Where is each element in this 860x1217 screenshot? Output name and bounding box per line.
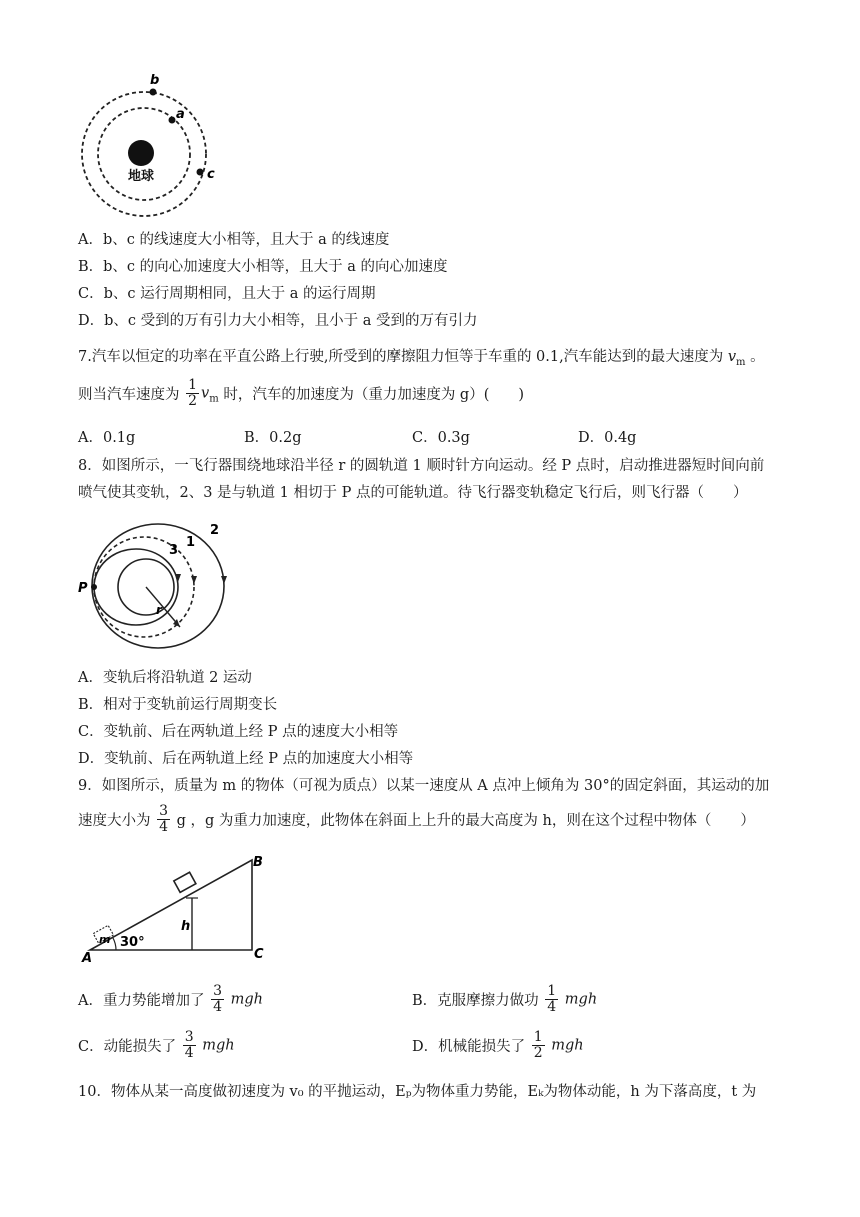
q9-opt-d-frac [532, 1030, 545, 1061]
q7-stem-line2 [78, 378, 524, 409]
q7-option-c: C．0.3g [412, 430, 470, 446]
orbit-2 [92, 524, 224, 648]
point-P [91, 584, 97, 590]
q9-opt-b-post: mgh [560, 991, 598, 1008]
label-A: A [82, 951, 93, 964]
satellite-a [169, 117, 176, 124]
incline-figure [80, 852, 270, 964]
orbit-transfer-figure [76, 512, 246, 657]
q8-stem-line1: 8．如图所示，一飞行器围绕地球沿半径 r 的圆轨道 1 顺时针方向运动。经 P 点时，启动推进器短时间向前 [78, 458, 765, 474]
q8-option-a: A．变轨后将沿轨道 2 运动 [78, 670, 252, 686]
q7-vm-2: v [201, 385, 210, 402]
q9-option-c [78, 1030, 235, 1061]
q9-opt-a-post: mgh [226, 991, 263, 1008]
q9-opt-c-post: mgh [197, 1037, 235, 1054]
q7-fraction [186, 378, 199, 409]
q8-option-b: B．相对于变轨前运行周期变长 [78, 697, 278, 713]
q9-fraction [157, 804, 170, 835]
q9-stem-line1: 9．如图所示，质量为 m 的物体（可视为质点）以某一速度从 A 点冲上倾角为 30°的固定斜面，其运动的加 [78, 778, 770, 794]
q8-stem-line2: 喷气使其变轨，2、3 是与轨道 1 相切于 P 点的可能轨道。待飞行器变轨稳定飞行后，则飞行器（ ） [78, 485, 748, 501]
q7-vm-sub: m [736, 356, 746, 368]
q9-opt-c-pre: C．动能损失了 [78, 1039, 181, 1055]
q6-option-d: D．b、c 受到的万有引力大小相等，且小于 a 受到的万有引力 [78, 313, 478, 329]
radius-line [146, 587, 180, 627]
q6-option-b: B．b、c 的向心加速度大小相等，且大于 a 的向心加速度 [78, 259, 448, 275]
label-angle: 30° [120, 935, 145, 950]
q9-line2-post: g ，g 为重力加速度，此物体在斜面上上升的最大高度为 h，则在这个过程中物体（ ） [172, 813, 755, 829]
label-2: 2 [210, 523, 220, 538]
q9-option-d [412, 1030, 584, 1061]
earth-satellite-figure [78, 66, 223, 226]
q7-option-a: A．0.1g [78, 430, 136, 446]
satellite-c [197, 169, 204, 176]
q9-opt-d-num: 1 [533, 1029, 543, 1045]
q9-stem-line2 [78, 804, 755, 835]
orbit-1 [94, 537, 194, 637]
q7-vm: v [727, 349, 737, 365]
angle-arc [113, 938, 116, 950]
q9-line2-pre: 速度大小为 [78, 813, 156, 829]
q8-option-d: D．变轨前、后在两轨道上经 P 点的加速度大小相等 [78, 751, 414, 767]
q9-opt-b-den: 4 [547, 999, 557, 1015]
q7-option-b: B．0.2g [244, 430, 302, 446]
label-3: 3 [169, 543, 179, 558]
q9-opt-d-post: mgh [546, 1037, 584, 1054]
q7-line2-pre: 则当汽车速度为 [78, 387, 185, 403]
q9-opt-c-num: 3 [184, 1029, 194, 1045]
q9-option-b [412, 984, 597, 1015]
label-C: C [254, 947, 264, 962]
label-m: m [99, 933, 111, 946]
label-P: P [78, 581, 88, 596]
q9-opt-a-frac [211, 984, 224, 1015]
label-c: c [207, 167, 215, 182]
q9-opt-c-den: 4 [184, 1045, 194, 1061]
earth-label: 地球 [128, 169, 155, 184]
q9-opt-a-den: 4 [213, 999, 223, 1015]
q9-frac-num: 3 [159, 803, 169, 819]
q6-option-c: C．b、c 运行周期相同，且大于 a 的运行周期 [78, 286, 376, 302]
q7-line1-text: 7.汽车以恒定的功率在平直公路上行驶,所受到的摩擦阻力恒等于车重的 0.1,汽车能达到的最大速度为 [78, 349, 728, 365]
q7-frac-num: 1 [188, 377, 198, 393]
q7-vm-sub-2: m [209, 393, 219, 405]
q7-option-d: D．0.4g [578, 430, 637, 446]
q7-stem-line1 [78, 345, 765, 368]
q10-stem: 10．物体从某一高度做初速度为 v₀ 的平抛运动，Eₚ为物体重力势能，Eₖ为物体动能，h 为下落高度，t 为 [78, 1084, 757, 1100]
label-r: r [156, 603, 162, 617]
orbit-arrow-2 [221, 576, 227, 584]
label-h: h [181, 919, 191, 934]
q9-opt-b-pre: B．克服摩擦力做功 [412, 993, 544, 1009]
q9-opt-a-pre: A．重力势能增加了 [78, 993, 210, 1009]
label-b: b [150, 73, 160, 88]
label-B: B [253, 855, 263, 870]
incline-triangle [90, 860, 252, 950]
q8-option-c: C．变轨前、后在两轨道上经 P 点的速度大小相等 [78, 724, 399, 740]
q7-line1-end: 。 [745, 349, 765, 365]
q7-line2-post: 时，汽车的加速度为（重力加速度为 g）( ) [218, 387, 525, 403]
q9-opt-b-num: 1 [547, 983, 557, 999]
q7-frac-den: 2 [188, 393, 198, 409]
orbit-arrow-3 [175, 574, 181, 582]
satellite-b [150, 89, 157, 96]
q9-opt-a-num: 3 [213, 983, 223, 999]
q9-frac-den: 4 [159, 819, 169, 835]
block [174, 872, 196, 892]
earth-disk [128, 140, 154, 166]
q6-option-a: A．b、c 的线速度大小相等，且大于 a 的线速度 [78, 232, 390, 248]
orbit-arrow-1 [191, 576, 197, 584]
label-1: 1 [186, 535, 196, 550]
q9-opt-d-den: 2 [533, 1045, 543, 1061]
q9-opt-b-frac [545, 984, 558, 1015]
q9-opt-c-frac [183, 1030, 196, 1061]
q9-opt-d-pre: D．机械能损失了 [412, 1039, 530, 1055]
label-a: a [176, 107, 185, 122]
q9-option-a [78, 984, 263, 1015]
